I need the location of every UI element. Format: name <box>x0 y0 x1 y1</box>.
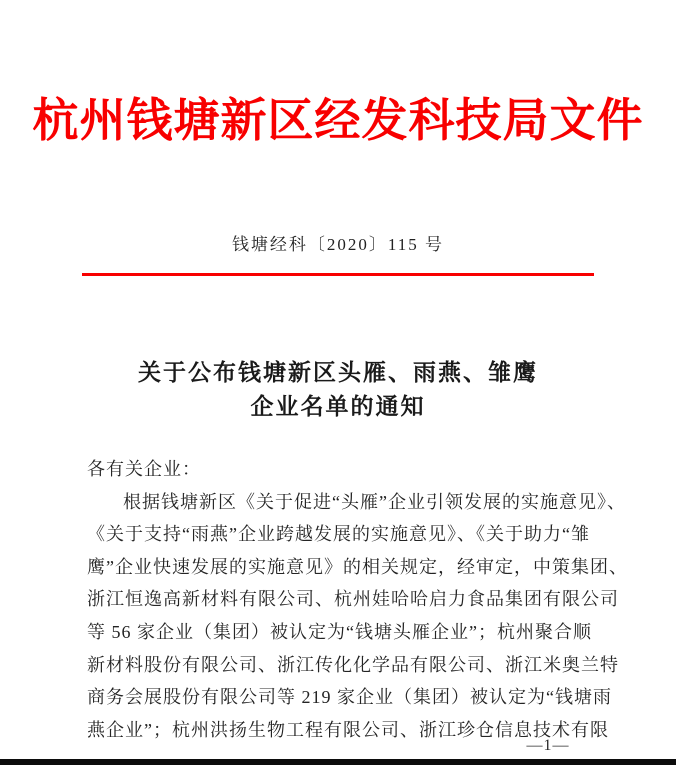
scan-edge-bar <box>0 759 676 765</box>
body-text-line: 《关于支持“雨燕”企业跨越发展的实施意见》、《关于助力“雏 <box>87 524 590 545</box>
body-text-line: 根据钱塘新区《关于促进“头雁”企业引领发展的实施意见》、 <box>123 491 626 512</box>
body-text-line: 等 56 家企业（集团）被认定为“钱塘头雁企业”；杭州聚合顺 <box>87 621 592 642</box>
body-text <box>87 453 628 746</box>
page-number: —1— <box>526 737 570 754</box>
body-text-line: 商务会展股份有限公司等 219 家企业（集团）被认定为“钱塘雨 <box>87 687 612 708</box>
document-number: 钱塘经科〔2020〕115 号 <box>231 235 445 254</box>
body-text-line: 鹰”企业快速发展的实施意见》的相关规定，经审定，中策集团、 <box>87 556 628 577</box>
notice-title-line2: 企业名单的通知 <box>250 394 426 419</box>
notice-title <box>0 356 676 424</box>
body-text-line: 燕企业”；杭州洪扬生物工程有限公司、浙江珍仓信息技术有限 <box>87 719 609 740</box>
body-text-line: 新材料股份有限公司、浙江传化化学品有限公司、浙江米奥兰特 <box>87 654 619 675</box>
red-header-title: 杭州钱塘新区经发科技局文件 <box>32 95 644 146</box>
salutation: 各有关企业： <box>87 459 201 479</box>
notice-title-line1: 关于公布钱塘新区头雁、雨燕、雏鹰 <box>138 360 538 385</box>
red-divider-line <box>82 273 594 276</box>
body-text-line: 浙江恒逸高新材料有限公司、杭州娃哈哈启力食品集团有限公司 <box>87 589 619 610</box>
